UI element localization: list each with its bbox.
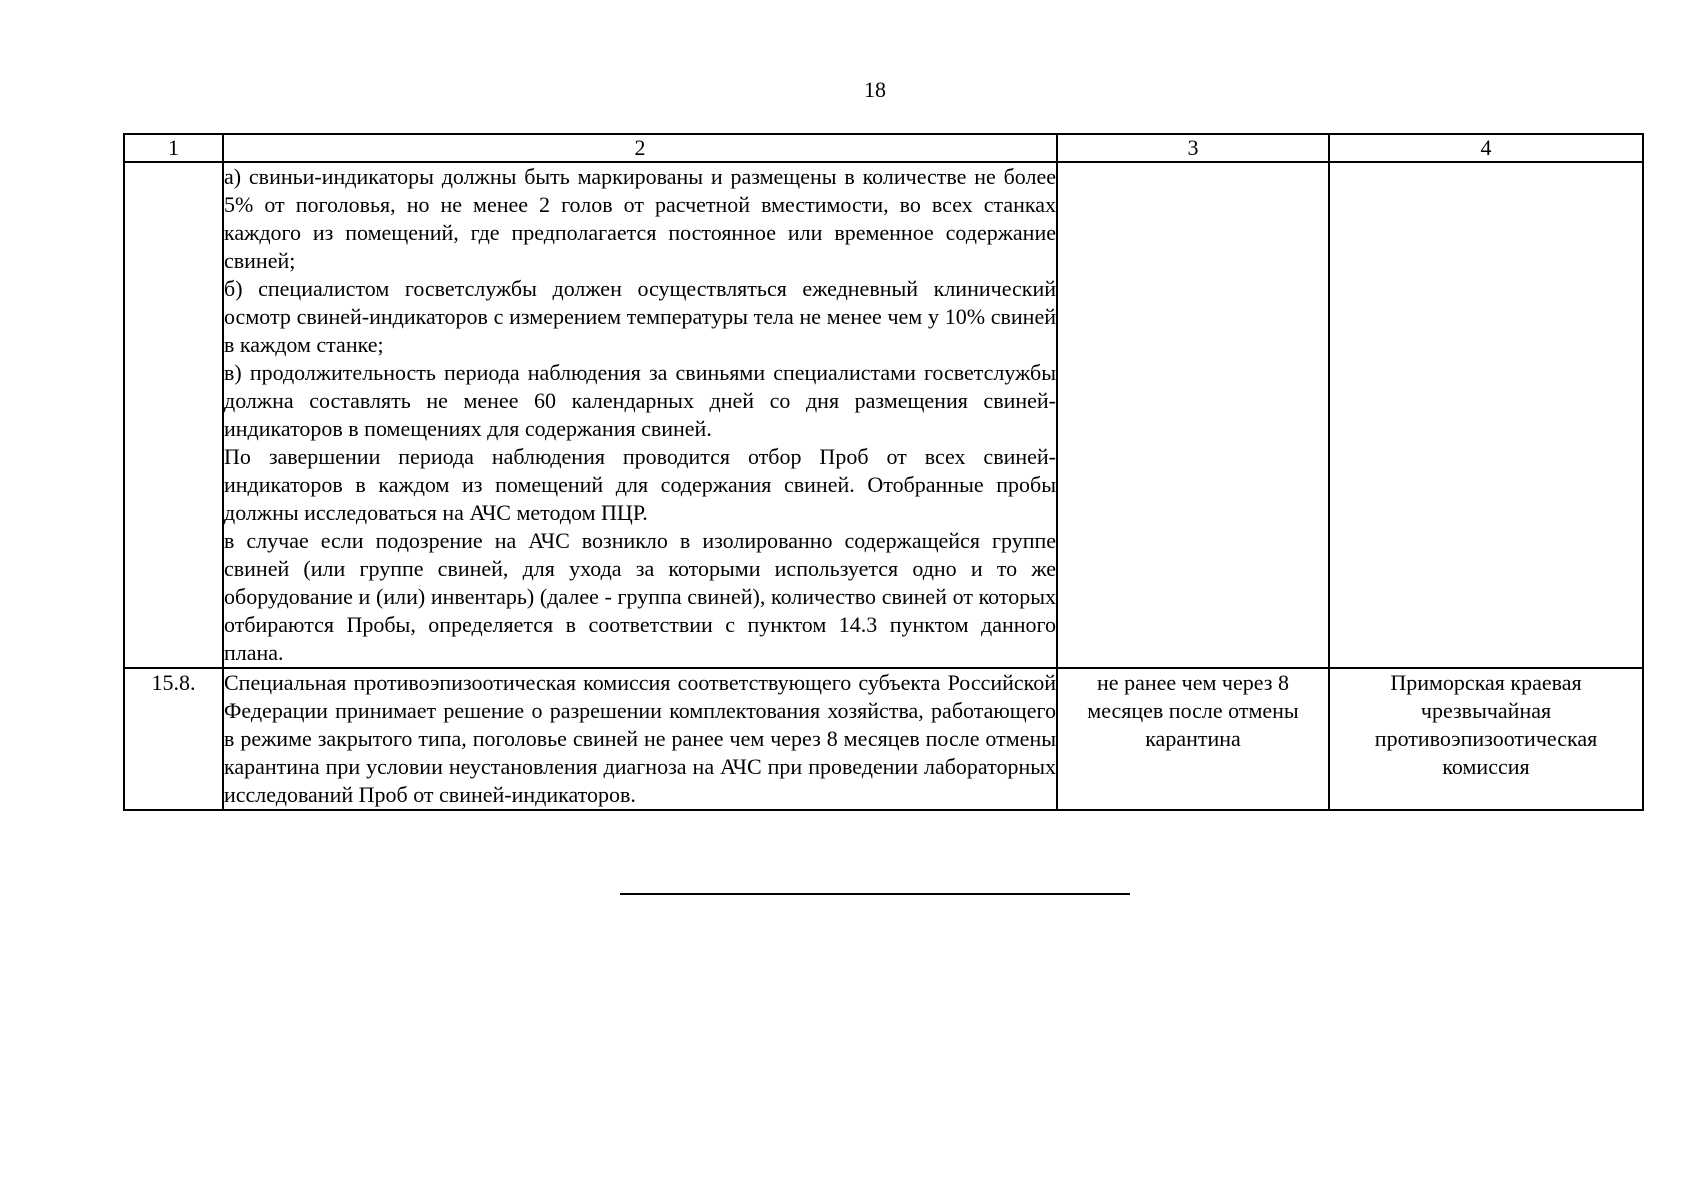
column-number-1: 1: [124, 134, 223, 162]
table-row: [124, 668, 1643, 810]
measure-paragraph-a: а) свиньи-индикаторы должны быть маркированы и размещены в количестве не более 5% от поголовья, но не менее 2 голов от расчетной вместимости, во всех станках каждого из помещений, где предполагается постоянное или временное содержание свиней;: [224, 164, 1056, 273]
measure-text-cell: [223, 668, 1057, 810]
table-header-row: [124, 134, 1643, 162]
column-number-2: 2: [223, 134, 1057, 162]
deadline-cell: не ранее чем через 8 месяцев после отмены карантина: [1057, 668, 1329, 810]
row-number-cell: 15.8.: [124, 668, 223, 810]
measure-paragraph-c: в) продолжительность периода наблюдения за свиньями специалистами госветслужбы должна составлять не менее 60 календарных дней со дня размещения свиней-индикаторов в помещениях для содержания свиней.: [224, 360, 1056, 441]
responsible-cell: [1329, 162, 1643, 668]
row-number-cell: [124, 162, 223, 668]
deadline-cell: [1057, 162, 1329, 668]
responsible-cell: Приморская краевая чрезвычайная противоэпизоотическая комиссия: [1329, 668, 1643, 810]
measure-paragraph-sampling: По завершении периода наблюдения проводится отбор Проб от всех свиней-индикаторов в каждом из помещений для содержания свиней. Отобранные пробы должны исследоваться на АЧС методом ПЦР.: [224, 444, 1056, 525]
column-number-3: 3: [1057, 134, 1329, 162]
measure-paragraph: Специальная противоэпизоотическая комиссия соответствующего субъекта Российской Федерации принимает решение о разрешении комплектования хозяйства, работающего в режиме закрытого типа, поголовье свиней не ранее чем через 8 месяцев после отмены карантина при условии неустановления диагноза на АЧС при проведении лабораторных исследований Проб от свиней-индикаторов.: [224, 670, 1056, 807]
measure-paragraph-b: б) специалистом госветслужбы должен осуществляться ежедневный клинический осмотр свиней-индикаторов с измерением температуры тела не менее чем у 10% свиней в каждом станке;: [224, 276, 1056, 357]
measure-text-cell: [223, 162, 1057, 668]
table-row: [124, 162, 1643, 668]
measures-table: [123, 133, 1644, 811]
page-number: 18: [864, 77, 886, 102]
measure-paragraph-isolated-group: в случае если подозрение на АЧС возникло в изолированно содержащейся группе свиней (или группе свиней, для ухода за которыми используется одно и то же оборудование и (или) инвентарь) (далее - группа свиней), количество свиней от которых отбираются Пробы, определяется в соответствии с пунктом 14.3 пунктом данного плана.: [224, 528, 1056, 665]
column-number-4: 4: [1329, 134, 1643, 162]
closing-rule: [620, 893, 1130, 895]
